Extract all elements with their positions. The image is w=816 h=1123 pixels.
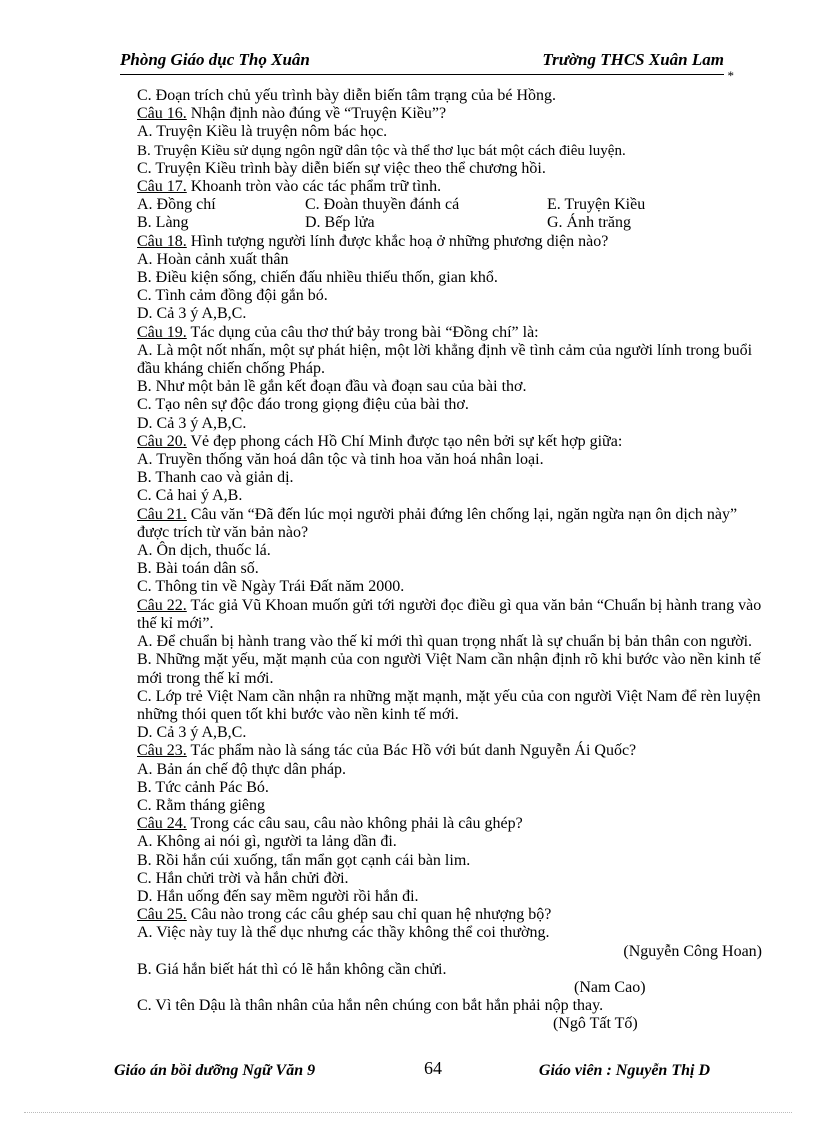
option: A. Bản án chế độ thực dân pháp. <box>137 760 347 778</box>
option: A. Đồng chí <box>137 196 216 214</box>
question-label: Câu 18. <box>137 232 187 250</box>
question-text: Câu văn “Đã đến lúc mọi người phải đứng lên chống lại, ngăn ngừa nạn ôn dịch này” được trích từ văn bản nào? <box>137 505 738 541</box>
question-text: Trong các câu sau, câu nào không phải là câu ghép? <box>186 815 523 833</box>
question-label: Câu 24. <box>137 815 187 833</box>
question-label: Câu 19. <box>137 323 187 341</box>
question-text: Tác dụng của câu thơ thứ bảy trong bài “Đồng chí” là: <box>186 323 539 341</box>
option: D. Cả 3 ý A,B,C. <box>137 305 247 323</box>
option: C. Rằm tháng giêng <box>137 796 265 814</box>
option: C. Cả hai ý A,B. <box>137 487 243 505</box>
text-line: C. Đoạn trích chủ yếu trình bày diễn biến tâm trạng của bé Hồng. <box>137 87 556 104</box>
option: B. Bài toán dân số. <box>137 560 259 578</box>
option: C. Hắn chửi trời và hắn chửi đời. <box>137 869 349 887</box>
option: C. Lớp trẻ Việt Nam cần nhận ra những mặt mạnh, mặt yếu của con người Việt Nam để rèn luyện những thói quen tốt khi bước vào nền kinh tế mới. <box>137 687 761 723</box>
question-18 <box>137 233 762 251</box>
question-label: Câu 17. <box>137 178 187 196</box>
question-17 <box>137 178 762 196</box>
option: E. Truyện Kiều <box>547 196 646 214</box>
source-citation: (Ngô Tất Tố) <box>553 1015 638 1033</box>
option: B. Truyện Kiều sử dụng ngôn ngữ dân tộc và thể thơ lục bát một cách điêu luyện. <box>137 142 626 159</box>
question-label: Câu 21. <box>137 505 187 523</box>
option: B. Điều kiện sống, chiến đấu nhiều thiếu thốn, gian khổ. <box>137 269 498 287</box>
option: C. Thông tin về Ngày Trái Đất năm 2000. <box>137 578 405 596</box>
question-text: Câu nào trong các câu ghép sau chỉ quan hệ nhượng bộ? <box>186 906 552 924</box>
source-citation: (Nam Cao) <box>574 978 646 996</box>
header-rule <box>120 74 724 75</box>
option: B. Những mặt yếu, mặt mạnh của con người Việt Nam cần nhận định rõ khi bước vào nền kinh tế mới trong thế kỉ mới. <box>137 651 761 687</box>
document-body <box>137 87 762 1034</box>
page-number: 64 <box>424 1058 442 1078</box>
question-25 <box>137 906 762 924</box>
option: B. Rồi hắn cúi xuống, tẩn mẩn gọt cạnh cái bàn lim. <box>137 851 471 869</box>
page-header <box>120 50 734 83</box>
option-grid <box>137 196 762 232</box>
option: D. Hắn uống đến say mềm người rồi hắn đi. <box>137 887 419 905</box>
question-text: Khoanh tròn vào các tác phẩm trữ tình. <box>186 178 442 196</box>
option: A. Truyện Kiều là truyện nôm bác học. <box>137 123 388 141</box>
page-edge-dots <box>24 1112 792 1113</box>
option: C. Đoàn thuyền đánh cá <box>305 196 460 214</box>
option: B. Tức cảnh Pác Bó. <box>137 778 269 796</box>
option: C. Truyện Kiều trình bày diễn biến sự việc theo thể chương hồi. <box>137 159 546 177</box>
question-text: Tác giả Vũ Khoan muốn gửi tới người đọc điều gì qua văn bản “Chuẩn bị hành trang vào thế kỉ mới”. <box>137 596 762 632</box>
option: C. Vì tên Dậu là thân nhân của hắn nên chúng con bắt hắn phải nộp thay. <box>137 997 604 1015</box>
question-text: Hình tượng người lính được khắc hoạ ở những phương diện nào? <box>186 232 609 250</box>
question-16 <box>137 105 762 123</box>
header-mark: * <box>727 68 734 83</box>
question-label: Câu 22. <box>137 596 187 614</box>
option: D. Cả 3 ý A,B,C. <box>137 414 247 432</box>
question-24 <box>137 815 762 833</box>
question-22 <box>137 597 762 633</box>
option: B. Như một bản lề gắn kết đoạn đầu và đoạn sau của bài thơ. <box>137 378 527 396</box>
question-label: Câu 23. <box>137 742 187 760</box>
question-label: Câu 20. <box>137 432 187 450</box>
question-19 <box>137 324 762 342</box>
page-footer <box>114 1058 710 1082</box>
option: B. Thanh cao và giản dị. <box>137 469 294 487</box>
question-23 <box>137 742 762 760</box>
option: A. Việc này tuy là thể dục nhưng các thầy không thể coi thường. <box>137 924 550 942</box>
header-right: Trường THCS Xuân Lam <box>542 50 724 69</box>
question-text: Vẻ đẹp phong cách Hồ Chí Minh được tạo nên bởi sự kết hợp giữa: <box>186 432 623 450</box>
question-21 <box>137 506 762 542</box>
option: A. Không ai nói gì, người ta lảng dần đi. <box>137 833 397 851</box>
option: A. Ôn dịch, thuốc lá. <box>137 542 271 560</box>
option: C. Tạo nên sự độc đáo trong giọng điệu của bài thơ. <box>137 396 469 414</box>
option: G. Ánh trăng <box>547 214 631 232</box>
header-left: Phòng Giáo dục Thọ Xuân <box>120 50 310 69</box>
option: C. Tình cảm đồng đội gắn bó. <box>137 287 328 305</box>
question-text: Tác phẩm nào là sáng tác của Bác Hồ với bút danh Nguyễn Ái Quốc? <box>186 742 637 760</box>
option: A. Để chuẩn bị hành trang vào thế kỉ mới thì quan trọng nhất là sự chuẩn bị bản thân con người. <box>137 633 753 651</box>
question-20 <box>137 433 762 451</box>
question-label: Câu 25. <box>137 906 187 924</box>
question-label: Câu 16. <box>137 105 187 123</box>
option: A. Là một nốt nhấn, một sự phát hiện, một lời khẳng định về tình cảm của người lính trong buổi đầu kháng chiến chống Pháp. <box>137 341 753 378</box>
option: B. Giá hắn biết hát thì có lẽ hắn không cần chửi. <box>137 960 447 978</box>
option: D. Cả 3 ý A,B,C. <box>137 724 247 742</box>
option: A. Hoàn cảnh xuất thân <box>137 250 289 268</box>
footer-right: Giáo viên : Nguyễn Thị D <box>538 1062 710 1079</box>
footer-left: Giáo án bồi dưỡng Ngữ Văn 9 <box>114 1062 316 1079</box>
source-citation: (Nguyễn Công Hoan) <box>623 942 762 960</box>
option: D. Bếp lửa <box>305 214 375 232</box>
question-text: Nhận định nào đúng về “Truyện Kiều”? <box>186 105 447 123</box>
option: A. Truyền thống văn hoá dân tộc và tinh hoa văn hoá nhân loại. <box>137 451 544 469</box>
option: B. Làng <box>137 214 189 232</box>
